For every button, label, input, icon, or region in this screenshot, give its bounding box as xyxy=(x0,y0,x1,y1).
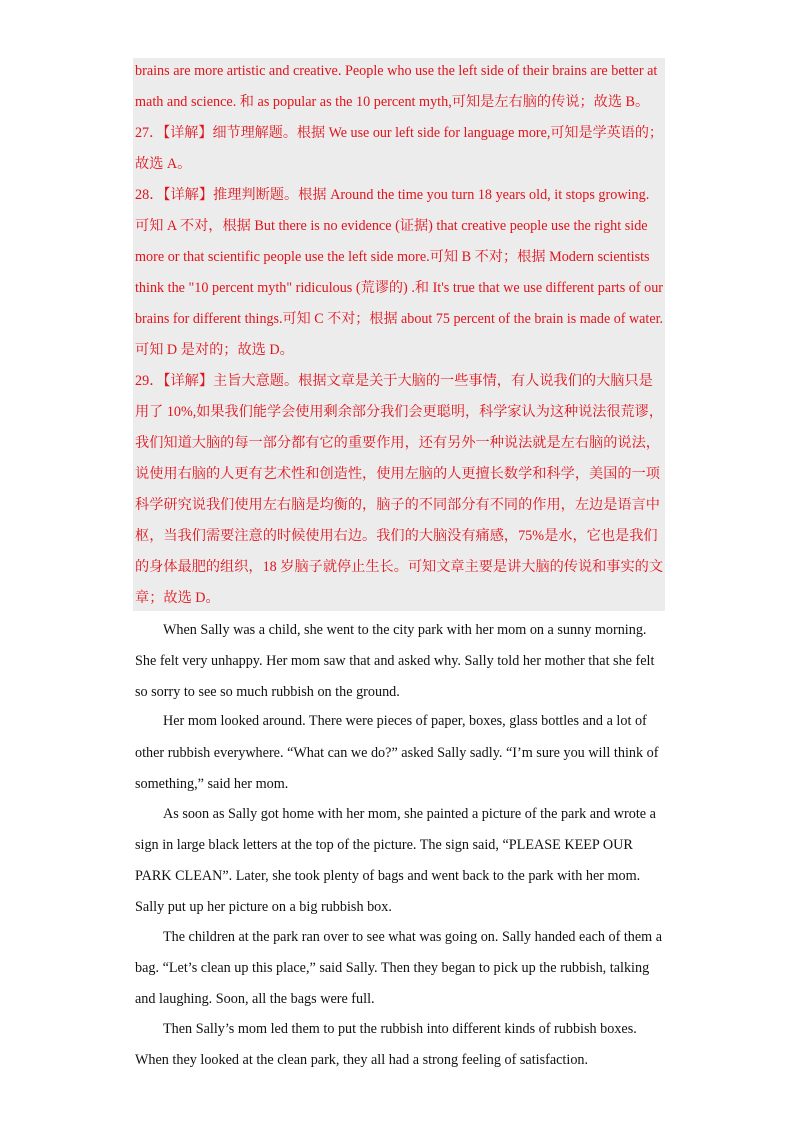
answer-line: 29．【详解】主旨大意题。根据文章是关于大脑的一些事情，有人说我们的大脑只是 xyxy=(135,373,653,389)
passage-line: When Sally was a child, she went to the city park with her mom on a sunny morning. xyxy=(163,622,647,638)
answer-line: 用了 10%,如果我们能学会使用剩余部分我们会更聪明，科学家认为这种说法很荒谬， xyxy=(135,404,663,420)
passage-line: PARK CLEAN”. Later, she took plenty of bags and went back to the park with her mom. xyxy=(135,868,641,884)
answer-explanation-block xyxy=(133,58,665,611)
passage-line: She felt very unhappy. Her mom saw that and asked why. Sally told her mother that she felt xyxy=(135,653,655,669)
answer-line: 故选 A。 xyxy=(135,156,192,172)
passage-line: bag. “Let’s clean up this place,” said Sally. Then they began to pick up the rubbish, talking xyxy=(135,960,650,976)
passage-line: something,” said her mom. xyxy=(135,776,289,792)
answer-line: 27．【详解】细节理解题。根据 We use our left side for language more,可知是学英语的； xyxy=(135,125,663,141)
answer-line: 28．【详解】推理判断题。根据 Around the time you turn 18 years old, it stops growing. xyxy=(135,187,650,203)
answer-line: 说使用右脑的人更有艺术性和创造性，使用左脑的人更擅长数学和科学，美国的一项 xyxy=(135,466,660,482)
passage-line: Sally put up her picture on a big rubbish box. xyxy=(135,899,392,915)
answer-line: 的身体最肥的组织，18 岁脑子就停止生长。可知文章主要是讲大脑的传说和事实的文 xyxy=(135,559,664,575)
passage-line: When they looked at the clean park, they all had a strong feeling of satisfaction. xyxy=(135,1052,589,1068)
passage-line: sign in large black letters at the top of the picture. The sign said, “PLEASE KEEP OUR xyxy=(135,837,633,853)
answer-line: 章；故选 D。 xyxy=(135,590,220,606)
passage-line: so sorry to see so much rubbish on the ground. xyxy=(135,684,400,700)
answer-line: more or that scientific people use the left side more.可知 B 不对；根据 Modern scientists xyxy=(135,249,650,265)
passage-line: and laughing. Soon, all the bags were full. xyxy=(135,991,375,1007)
answer-line: brains are more artistic and creative. People who use the left side of their brains are better at xyxy=(135,63,658,79)
answer-line: brains for different things.可知 C 不对；根据 about 75 percent of the brain is made of water. xyxy=(135,311,664,327)
answer-line: think the "10 percent myth" ridiculous (荒谬的) .和 It's true that we use different parts of our xyxy=(135,280,663,296)
passage-line: As soon as Sally got home with her mom, she painted a picture of the park and wrote a xyxy=(163,806,656,822)
passage-line: The children at the park ran over to see what was going on. Sally handed each of them a xyxy=(163,929,662,945)
answer-line: math and science. 和 as popular as the 10 percent myth,可知是左右脑的传说；故选 B。 xyxy=(135,94,650,110)
answer-line: 可知 A 不对，根据 But there is no evidence (证据) that creative people use the right side xyxy=(135,218,648,234)
answer-line: 科学研究说我们使用左右脑是均衡的，脑子的不同部分有不同的作用，左边是语言中 xyxy=(135,497,660,513)
answer-line: 可知 D 是对的；故选 D。 xyxy=(135,342,294,358)
answer-line: 我们知道大脑的每一部分都有它的重要作用，还有另外一种说法就是左右脑的说法， xyxy=(135,435,660,451)
answer-line: 枢，当我们需要注意的时候使用右边。我们的大脑没有痛感，75%是水，它也是我们 xyxy=(135,528,658,544)
passage-line: Her mom looked around. There were pieces of paper, boxes, glass bottles and a lot of xyxy=(163,713,647,729)
passage-line: Then Sally’s mom led them to put the rubbish into different kinds of rubbish boxes. xyxy=(163,1021,637,1037)
passage-line: other rubbish everywhere. “What can we do?” asked Sally sadly. “I’m sure you will think of xyxy=(135,745,659,761)
